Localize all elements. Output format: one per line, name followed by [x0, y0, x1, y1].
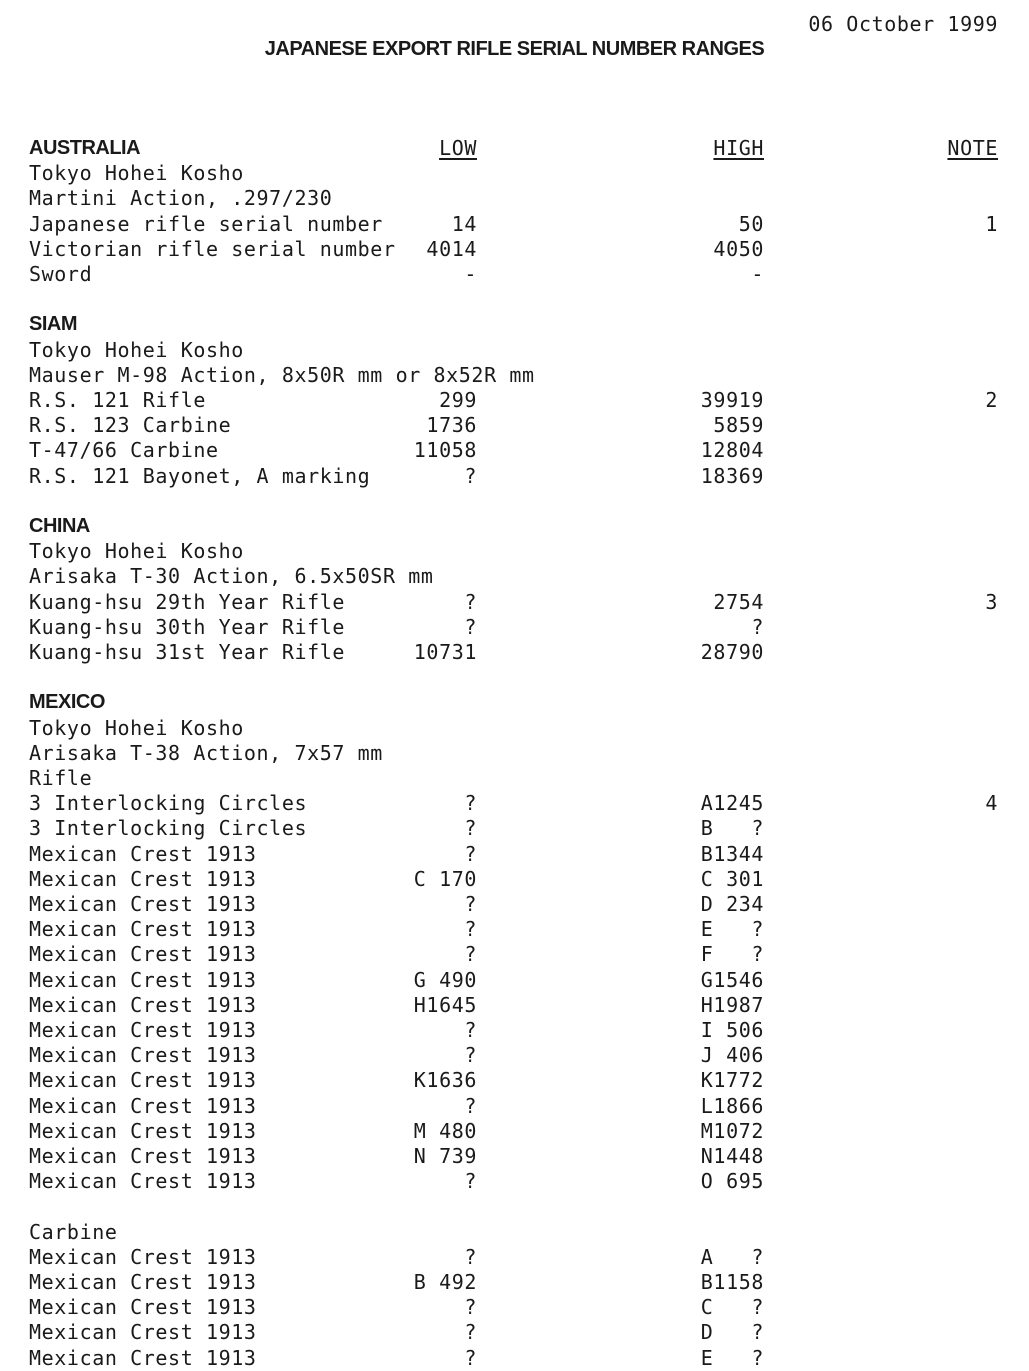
row-low-serial: ?	[464, 892, 477, 916]
row-description: Mexican Crest 1913	[29, 1169, 257, 1194]
table-row	[0, 413, 1029, 438]
row-note: 1	[985, 211, 998, 236]
row-high-serial: B1158	[700, 1270, 764, 1294]
table-row	[0, 867, 1029, 892]
row-description: Mexican Crest 1913	[29, 1345, 257, 1370]
row-high-serial: C 301	[700, 866, 764, 891]
country-heading-row	[0, 690, 1029, 715]
row-low-serial: G 490	[413, 967, 477, 992]
row-description: Mexican Crest 1913	[29, 841, 257, 866]
row-low-serial: 1736	[426, 413, 477, 438]
country-heading: AUSTRALIA	[29, 137, 141, 159]
row-low-serial: ?	[464, 1043, 477, 1068]
table-row	[0, 615, 1029, 640]
row-low-serial: ?	[464, 1093, 477, 1118]
row-high-serial: I 506	[700, 1018, 764, 1042]
row-description: Mexican Crest 1913	[29, 1144, 257, 1168]
country-heading-row	[0, 312, 1029, 337]
row-low-serial: ?	[464, 917, 477, 942]
row-high-serial: 4050	[713, 236, 764, 261]
row-low-serial: ?	[464, 1018, 477, 1042]
row-description: R.S. 121 Bayonet, A marking	[29, 463, 371, 488]
section-info-line	[0, 161, 1029, 186]
row-high-serial: D ?	[700, 1320, 764, 1345]
table-row	[0, 590, 1029, 615]
row-description: R.S. 121 Rifle	[29, 388, 206, 412]
table-row	[0, 262, 1029, 287]
row-low-serial: ?	[464, 1244, 477, 1269]
row-low-serial: ?	[464, 1345, 477, 1370]
row-high-serial: ?	[751, 614, 764, 639]
row-low-serial: -	[464, 262, 477, 286]
table-row	[0, 892, 1029, 917]
row-high-serial: B ?	[700, 816, 764, 841]
row-high-serial: A1245	[700, 791, 764, 816]
row-description: 3 Interlocking Circles	[29, 816, 308, 841]
section-info-text: Tokyo Hohei Kosho	[29, 539, 244, 564]
table-row	[0, 237, 1029, 262]
document-title: JAPANESE EXPORT RIFLE SERIAL NUMBER RANGES	[264, 38, 765, 60]
table-row	[0, 1169, 1029, 1194]
row-note: 3	[985, 589, 998, 614]
row-low-serial: ?	[464, 816, 477, 841]
row-low-serial: ?	[464, 614, 477, 639]
section-info-line	[0, 1220, 1029, 1245]
row-high-serial: E ?	[700, 1345, 764, 1370]
table-row	[0, 1346, 1029, 1371]
row-note: 4	[985, 791, 998, 816]
section-info-line	[0, 564, 1029, 589]
table-row	[0, 1068, 1029, 1093]
table-row	[0, 640, 1029, 665]
section-info-text: Tokyo Hohei Kosho	[29, 161, 244, 186]
row-high-serial: 2754	[713, 589, 764, 614]
row-high-serial: -	[751, 262, 764, 286]
row-description: Mexican Crest 1913	[29, 1270, 257, 1294]
section-info-text: Mauser M-98 Action, 8x50R mm or 8x52R mm	[29, 362, 535, 387]
row-low-serial: 11058	[413, 438, 477, 463]
row-high-serial: C ?	[700, 1295, 764, 1320]
row-description: Mexican Crest 1913	[29, 1118, 257, 1143]
section-info-text: Carbine	[29, 1219, 118, 1244]
row-description: Mexican Crest 1913	[29, 942, 257, 967]
table-row	[0, 942, 1029, 967]
row-low-serial: ?	[464, 1169, 477, 1194]
row-high-serial: 12804	[700, 438, 764, 463]
row-high-serial: F ?	[700, 942, 764, 967]
row-high-serial: A ?	[700, 1244, 764, 1269]
row-description: Mexican Crest 1913	[29, 866, 257, 891]
row-note: 2	[985, 388, 998, 412]
table-row	[0, 816, 1029, 841]
row-low-serial: ?	[464, 589, 477, 614]
row-description: Mexican Crest 1913	[29, 1093, 257, 1118]
section-info-line	[0, 186, 1029, 211]
section-info-line	[0, 741, 1029, 766]
document-date: 06 October 1999	[808, 12, 998, 36]
row-high-serial: N1448	[700, 1144, 764, 1168]
section-info-text: Tokyo Hohei Kosho	[29, 715, 244, 740]
row-high-serial: E ?	[700, 917, 764, 942]
row-low-serial: ?	[464, 841, 477, 866]
row-description: Mexican Crest 1913	[29, 1018, 257, 1042]
row-description: Mexican Crest 1913	[29, 1068, 257, 1093]
row-low-serial: B 492	[413, 1270, 477, 1294]
table-row	[0, 1119, 1029, 1144]
table-row	[0, 1320, 1029, 1345]
row-high-serial: L1866	[700, 1093, 764, 1118]
row-high-serial: G1546	[700, 967, 764, 992]
row-high-serial: 50	[738, 211, 764, 236]
table-row	[0, 791, 1029, 816]
table-row	[0, 464, 1029, 489]
row-low-serial: 14	[451, 211, 477, 236]
table-row	[0, 1043, 1029, 1068]
row-high-serial: 18369	[700, 463, 764, 488]
row-high-serial: M1072	[700, 1118, 764, 1143]
row-low-serial: N 739	[413, 1144, 477, 1168]
table-row	[0, 842, 1029, 867]
row-description: Kuang-hsu 29th Year Rifle	[29, 589, 346, 614]
section-info-line	[0, 766, 1029, 791]
row-description: Japanese rifle serial number	[29, 211, 383, 236]
table-row	[0, 1018, 1029, 1043]
row-low-serial: 4014	[426, 236, 477, 261]
row-description: 3 Interlocking Circles	[29, 791, 308, 816]
section-info-line	[0, 539, 1029, 564]
section-info-text: Martini Action, .297/230	[29, 186, 333, 211]
row-high-serial: K1772	[700, 1068, 764, 1093]
table-row	[0, 438, 1029, 463]
table-row	[0, 917, 1029, 942]
section-info-text: Tokyo Hohei Kosho	[29, 337, 244, 362]
row-description: Sword	[29, 262, 93, 286]
row-high-serial: O 695	[700, 1169, 764, 1194]
row-description: Mexican Crest 1913	[29, 1244, 257, 1269]
row-description: R.S. 123 Carbine	[29, 413, 232, 438]
row-low-serial: 299	[439, 388, 477, 412]
row-description: Mexican Crest 1913	[29, 1295, 257, 1320]
row-low-serial: ?	[464, 942, 477, 967]
table-row	[0, 388, 1029, 413]
row-description: Mexican Crest 1913	[29, 967, 257, 992]
row-high-serial: 39919	[700, 388, 764, 412]
row-description: Mexican Crest 1913	[29, 992, 257, 1017]
country-heading-row	[0, 514, 1029, 539]
table-row	[0, 1094, 1029, 1119]
section-info-text: Rifle	[29, 766, 93, 790]
table-row	[0, 993, 1029, 1018]
section-info-line	[0, 363, 1029, 388]
row-high-serial: H1987	[700, 992, 764, 1017]
row-description: T-47/66 Carbine	[29, 438, 219, 463]
row-low-serial: ?	[464, 463, 477, 488]
table-row	[0, 1144, 1029, 1169]
section-info-text: Arisaka T-38 Action, 7x57 mm	[29, 740, 383, 765]
column-header-note: NOTE	[947, 136, 998, 160]
column-header-high: HIGH	[713, 136, 764, 160]
country-heading: SIAM	[29, 313, 77, 336]
column-header-low: LOW	[439, 136, 477, 160]
row-description: Mexican Crest 1913	[29, 1043, 257, 1068]
country-heading: CHINA	[29, 515, 90, 537]
row-low-serial: ?	[464, 791, 477, 816]
section-info-line	[0, 338, 1029, 363]
row-description: Victorian rifle serial number	[29, 236, 396, 261]
row-low-serial: 10731	[413, 640, 477, 664]
row-low-serial: ?	[464, 1320, 477, 1345]
row-description: Mexican Crest 1913	[29, 1320, 257, 1345]
table-row	[0, 968, 1029, 993]
row-low-serial: H1645	[413, 992, 477, 1017]
country-heading-row	[0, 136, 1029, 161]
row-description: Kuang-hsu 30th Year Rifle	[29, 614, 346, 639]
row-high-serial: D 234	[700, 892, 764, 916]
row-low-serial: C 170	[413, 866, 477, 891]
table-row	[0, 1245, 1029, 1270]
row-high-serial: 5859	[713, 413, 764, 438]
row-low-serial: ?	[464, 1295, 477, 1320]
row-description: Kuang-hsu 31st Year Rifle	[29, 640, 346, 664]
row-low-serial: K1636	[413, 1068, 477, 1093]
row-high-serial: J 406	[700, 1043, 764, 1068]
row-description: Mexican Crest 1913	[29, 917, 257, 942]
row-low-serial: M 480	[413, 1118, 477, 1143]
table-row	[0, 1270, 1029, 1295]
section-info-text: Arisaka T-30 Action, 6.5x50SR mm	[29, 564, 434, 589]
row-high-serial: 28790	[700, 640, 764, 664]
table-row	[0, 1295, 1029, 1320]
table-row	[0, 212, 1029, 237]
section-info-line	[0, 716, 1029, 741]
row-high-serial: B1344	[700, 841, 764, 866]
country-heading: MEXICO	[29, 691, 105, 714]
row-description: Mexican Crest 1913	[29, 892, 257, 916]
